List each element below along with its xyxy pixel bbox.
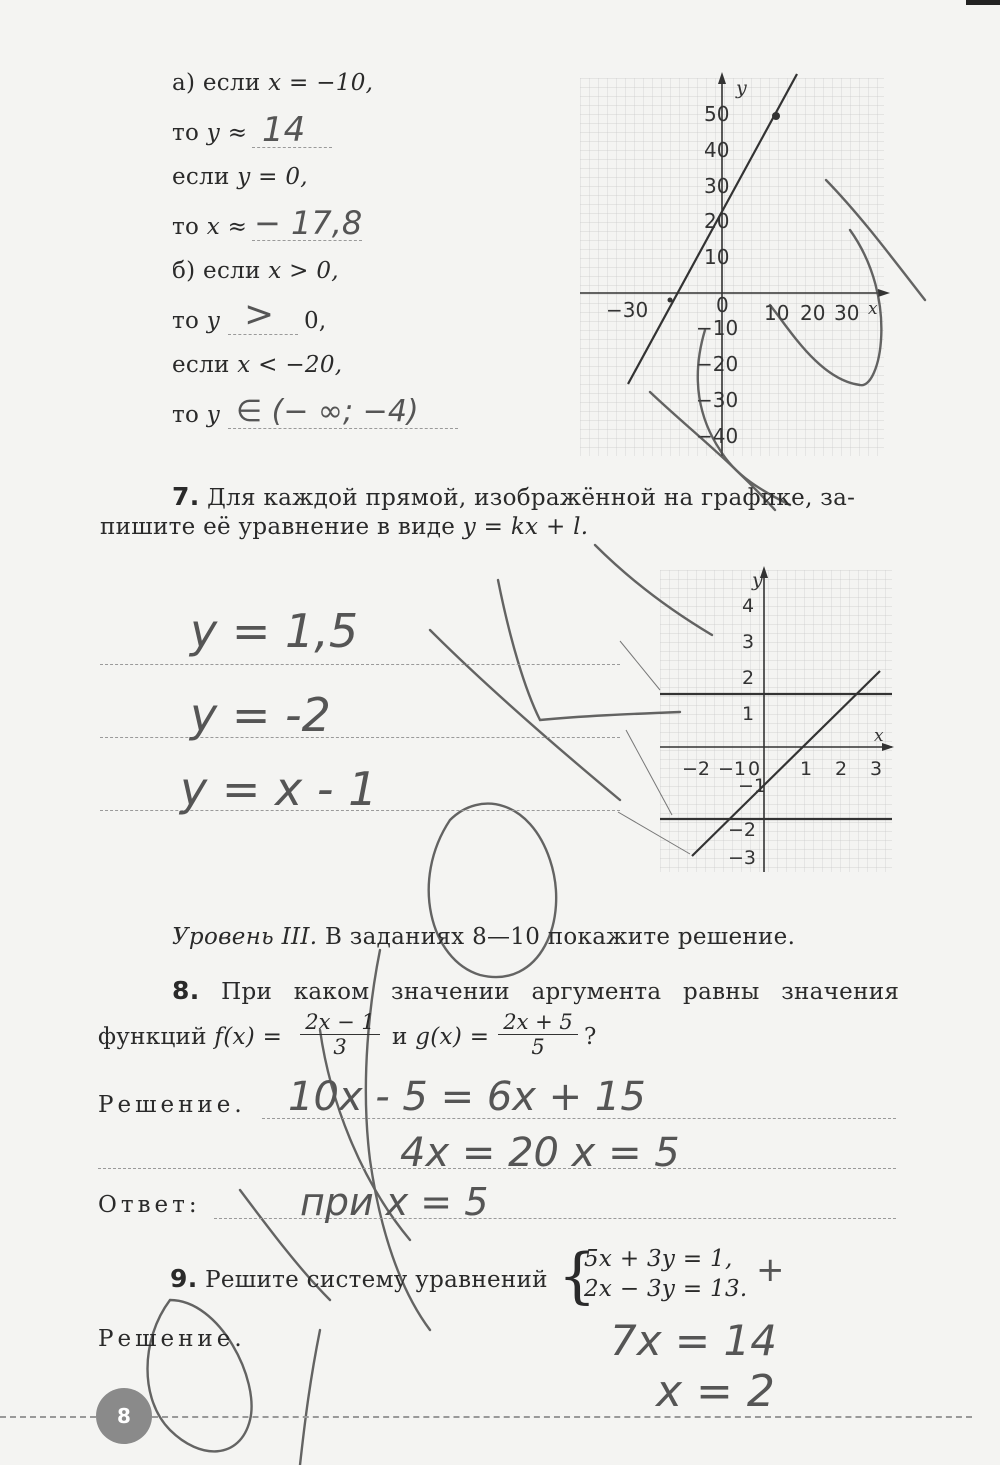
task6-c-result: то y — [172, 308, 221, 334]
fraction-g: $\frac{2x + 5}{5}$ — [498, 1010, 578, 1059]
tick-label: 40 — [704, 138, 730, 162]
handwritten-plus: + — [756, 1250, 785, 1290]
page-number-badge: 8 — [96, 1388, 152, 1444]
tick-label: 20 — [800, 301, 826, 325]
handwritten-equation-2: y = -2 — [190, 688, 331, 742]
task6-b-condition: если y = 0, — [172, 164, 308, 190]
answer-line — [100, 664, 620, 665]
tick-label: 50 — [704, 102, 730, 126]
tick-label: 1 — [742, 703, 755, 725]
handwritten-answer-a: 14 — [262, 110, 306, 150]
graph2-grid — [660, 570, 892, 872]
graph1-point — [668, 298, 673, 303]
scribble-stroke — [148, 1300, 252, 1451]
task6-b-result: то x ≈ — [172, 214, 248, 240]
task-number: 7. — [172, 482, 200, 511]
tick-label: 10 — [704, 245, 730, 269]
tick-label: −30 — [696, 388, 739, 412]
task8-text-line2: функций f(x) = — [98, 1024, 283, 1050]
task7-text-line2: пишите её уравнение в виде y = kx + l. — [100, 514, 589, 540]
tick-label: −1 — [738, 775, 767, 797]
page-bottom-rule — [152, 1416, 972, 1418]
handwritten-solution-1: 10x - 5 = 6x + 15 — [288, 1074, 646, 1120]
answer-label: Ответ: — [98, 1192, 201, 1218]
task6-d-condition: если x < −20, — [172, 352, 343, 378]
graph2-x-label: x — [874, 726, 884, 746]
tick-label: −30 — [606, 298, 649, 322]
task8-text-line1: 8. При каком значении аргумента равны значения — [172, 976, 900, 1005]
tick-label: −1 — [718, 758, 747, 780]
tick-label: 2 — [835, 758, 848, 780]
tick-label: 2 — [742, 667, 755, 689]
tick-label: −2 — [682, 758, 711, 780]
tick-label: 4 — [742, 595, 755, 617]
page-bottom-rule — [0, 1416, 96, 1418]
level-heading: Уровень III. В заданиях 8—10 покажите решение. — [172, 924, 796, 950]
tick-label: −2 — [728, 819, 757, 841]
scribble-stroke — [430, 630, 620, 800]
tick-label: −40 — [696, 424, 739, 448]
scribble-stroke — [498, 580, 680, 720]
handwritten-equation-3: y = x - 1 — [180, 762, 378, 816]
task8-g-label: и g(x) = — [392, 1024, 490, 1050]
handwritten-answer-c: > — [244, 294, 275, 335]
corner-mark — [966, 0, 1000, 5]
pointer-line — [620, 641, 660, 690]
graph2-y-label: y — [752, 569, 763, 591]
tick-label: 3 — [870, 758, 883, 780]
task6-c-tail: 0, — [304, 308, 327, 334]
task6-a-result: то y ≈ — [172, 120, 248, 146]
answer-line — [100, 737, 620, 738]
tick-label: 1 — [800, 758, 813, 780]
system-eq2: 2x − 3y = 13. — [584, 1276, 748, 1302]
task-number: 8. — [172, 976, 200, 1005]
system-brace: { — [558, 1241, 597, 1311]
tick-label: 0 — [716, 293, 729, 317]
fraction-f: $\frac{2x - 1}{3}$ — [300, 1010, 380, 1059]
tick-label: −3 — [728, 847, 757, 869]
solution-label: Решение. — [98, 1326, 246, 1352]
tick-label: −20 — [696, 352, 739, 376]
handwritten-answer-b: − 17,8 — [254, 204, 363, 242]
task9-text: 9. Решите систему уравнений — [170, 1264, 548, 1293]
task6-d-result: то y — [172, 402, 221, 428]
solution-label: Решение. — [98, 1092, 246, 1118]
handwritten-answer-d: ∈ (− ∞; −4) — [236, 394, 419, 429]
handwritten-solution-2: 4x = 20 x = 5 — [400, 1130, 680, 1176]
graph1-y-label: y — [736, 77, 747, 99]
graph1-x-label: x — [868, 299, 878, 319]
scribble-stroke — [300, 1330, 320, 1465]
tick-label: 20 — [704, 209, 730, 233]
task8-question-mark: ? — [584, 1024, 597, 1050]
tick-label: 10 — [764, 301, 790, 325]
task6-a-condition: а) если x = −10, — [172, 70, 374, 96]
handwritten-answer-8: при x = 5 — [300, 1180, 489, 1224]
handwritten-work-2: x = 2 — [656, 1366, 775, 1417]
tick-label: 3 — [742, 631, 755, 653]
scribble-stroke — [429, 804, 556, 977]
tick-label: −10 — [696, 316, 739, 340]
tick-label: 30 — [704, 174, 730, 198]
handwritten-equation-1: y = 1,5 — [190, 604, 359, 658]
graph1-point — [772, 112, 780, 120]
task-number: 9. — [170, 1264, 198, 1293]
task7-text-line1: 7. Для каждой прямой, изображённой на графике, за- — [172, 482, 856, 511]
handwritten-work-1: 7x = 14 — [610, 1316, 777, 1365]
task6-c-condition: б) если x > 0, — [172, 258, 339, 284]
tick-label: 30 — [834, 301, 860, 325]
system-eq1: 5x + 3y = 1, — [584, 1246, 733, 1272]
tick-label: 0 — [748, 758, 761, 780]
